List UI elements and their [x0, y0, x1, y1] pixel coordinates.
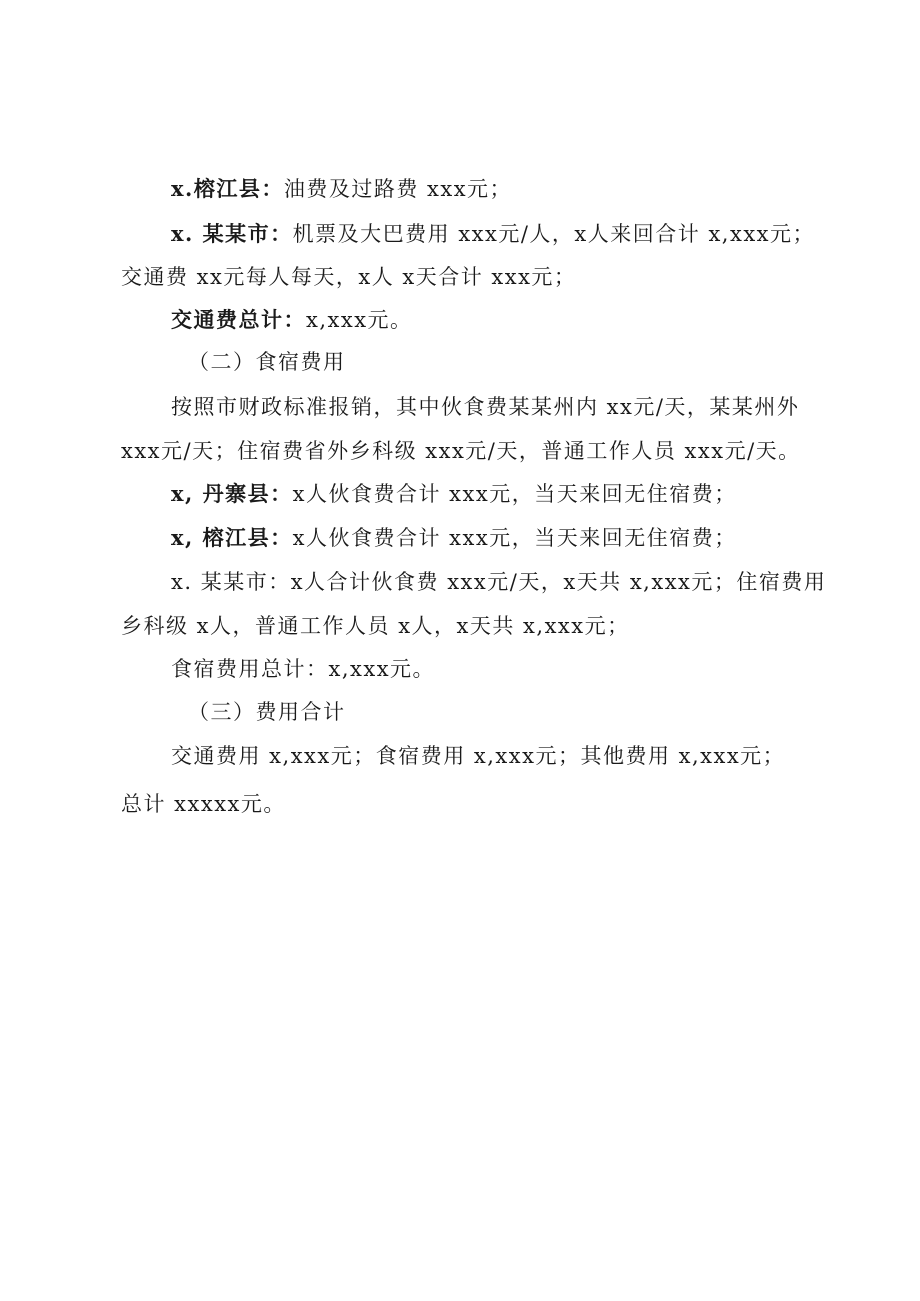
transport-city-text: 机票及大巴费用 xxx元/人，x人来回合计 x,xxx元；: [292, 222, 816, 246]
section-heading-board-lodging: （二）食宿费用: [188, 350, 346, 374]
reimbursement-standard-line-2: xxx元/天；住宿费省外乡科级 xxx元/天，普通工作人员 xxx元/天。: [121, 439, 801, 463]
reimbursement-standard-line-1: 按照市财政标准报销，其中伙食费某某州内 xx元/天，某某州外: [171, 395, 800, 419]
board-rongjiang-label: x, 榕江县：: [171, 525, 293, 550]
board-danzhai-text: x人伙食费合计 xxx元，当天来回无住宿费；: [292, 482, 737, 506]
board-city-line-1: x. 某某市：x人合计伙食费 xxx元/天，x天共 x,xxx元；住宿费用: [171, 570, 827, 594]
transport-city-label: x. 某某市：: [171, 221, 293, 246]
transport-rongjiang-text: 油费及过路费 xxx元；: [283, 177, 513, 201]
board-city-line-2: 乡科级 x人，普通工作人员 x人，x天共 x,xxx元；: [121, 614, 630, 638]
transport-total-line: [171, 305, 413, 335]
board-danzhai-label: x, 丹寨县：: [171, 481, 293, 506]
board-rongjiang-text: x人伙食费合计 xxx元，当天来回无住宿费；: [292, 526, 737, 550]
board-total-line: 食宿费用总计：x,xxx元。: [171, 657, 436, 681]
cost-breakdown-line: 交通费用 x,xxx元；食宿费用 x,xxx元；其他费用 x,xxx元；: [171, 744, 786, 768]
section-heading-cost-total: （三）费用合计: [188, 700, 346, 724]
transport-daily-line: 交通费 xx元每人每天，x人 x天合计 xxx元；: [121, 265, 577, 289]
grand-total-line: 总计 xxxxx元。: [121, 792, 286, 816]
transport-rongjiang-line: [171, 174, 512, 204]
transport-total-label: 交通费总计：: [171, 307, 306, 332]
board-danzhai-line: [171, 479, 737, 509]
transport-total-value: x,xxx元。: [306, 308, 413, 332]
transport-city-line: [171, 219, 815, 249]
transport-rongjiang-label: x.榕江县：: [171, 176, 284, 201]
board-rongjiang-line: [171, 523, 737, 553]
